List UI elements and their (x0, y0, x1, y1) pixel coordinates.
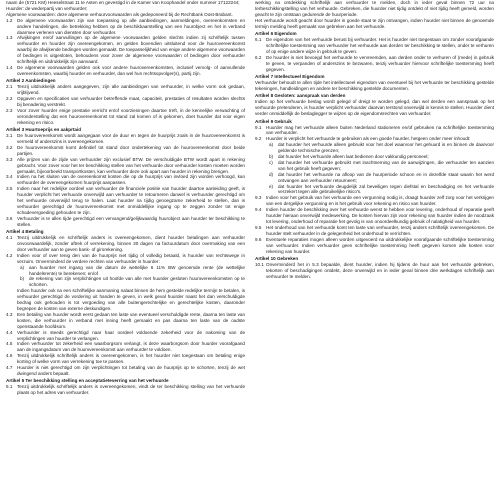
article-3-heading: Artikel 3 Huurtoeprijs en aakprtaid (6, 127, 82, 133)
article-9-heading: Artikel 9 Gebruik (255, 118, 292, 124)
clause-text: Indien na het sluiten van de overeenkomst kosten die op de huurprijs van invloed zijn worden verhoogd, kan verhuurder de overeengekomen huurprijs aanpassen. (17, 174, 245, 186)
clause-number: 9.1 (255, 124, 262, 130)
clause-text: Tenzij uitdrukkelijk anders aangegeven, zijn alle aanbiedingen van verhuurder, in welke vorm ook gedaan, vrijblijvend. (17, 84, 245, 96)
sub-clause-letter: d) (269, 171, 274, 177)
sub-clause-text: dat huurder het verhuurde gebruikt met inachtneming van de aanwijzingen, die verhuurder ten aanzien van het gebruik heeft gegeven; (278, 159, 494, 171)
clause-text: Huurder is verplicht het verhuurde te gebruiken als een goede huurder, hetgeen onder meer inhoudt: (266, 136, 471, 142)
clause-text: Huurder mag het verhuurde alleen buiten Nederland stationeren en/of gebruiken na schriftelijke toestemming van verhuurder. (266, 124, 494, 136)
clause-text: Tenzij uitdrukkelijk schriftelijk anders is overeengekomen, is het huurder niet toegestaan om betaling enige korting of welke vorm van verrekening toe te passen. (17, 353, 245, 365)
sub-clause (255, 184, 494, 196)
clause-text: Verhuurder is steeds gerechtigd naar haar oordeel voldoende zekerheid voor de nakoming van de verplichtingen van huurder te verlangen. (17, 329, 245, 341)
clause (6, 235, 245, 253)
clause-text: Opgaven en specificaties van verhuurder betreffende maat, capaciteit, prestaties of resultaten worden slechts bij benadering verstrekt. (17, 96, 245, 107)
clause-number: 3.1 (6, 133, 13, 139)
clause (6, 288, 245, 312)
clause-text: Een betaling van huurder wordt eerst gedaan ten laste van eventueel verschuldigde rente, daarna ten laste van kosten, die verhuurder in verband met inning heeft gemaakt en pas daarna ten laste van de oudste openstaande hoofdsom. (17, 311, 245, 329)
clause (6, 18, 245, 36)
clause-text: Indien op het verhuurde beslag wordt gelegd of dreigt te worden gelegd, dan wel derden een aanspraak op het verhuurde pretenderen, is huurder verplicht verhuurder daarvan terstond onverwijld in kennis te stellen. Huurder dient verder onmiddellijk de beslaglegger te wijzen op de eigendomsrechten van verhuurder. (255, 99, 494, 117)
clause-text: Onverminderd het in 5.3 bepaalde, dient huurder, indien hij tijdens de huur aan het verhuurde gebreken, tekorten of beschadigingen ontdekt, deze onverwijld en in ieder geval binnen drie werkdagen schriftelijk aan verhuurder te melden. (266, 261, 494, 279)
clause (6, 353, 245, 365)
sub-clause-text: de rekening van zijn verplichtingen uit hoofde van alle met huurder gesloten huurovereenkomsten op te schorten. (29, 276, 245, 288)
clause (6, 145, 245, 157)
sub-clause (255, 160, 494, 172)
clause-number: 9.4 (255, 207, 262, 213)
sub-clause-text: dat huurder het verhuurde deugdelijk zal beveiligen tegen diefstal en beschadiging en het verhuurde verzekert tegen alle gebruikelijke risico's. (278, 183, 494, 195)
article-1-list (6, 18, 245, 77)
clause-number: 2.2 (6, 96, 13, 102)
clause-number: 9.5 (255, 224, 262, 230)
clause-number: 10.1 (255, 261, 264, 267)
clause-number: 1.2 (6, 17, 13, 23)
clause-text: Indien naar het redelijke oordeel van verhuurder de financiele positie van huurder daartoe aanleiding geeft, is huurder verplicht het verhuurde onverwijld aan verhuurder te retourneren danwel is verhuurder gerechtigd om het verhuurde onverwijld terug te halen. Laat huurder na tijdig genoegzame zekerheid te stellen, dan is verhuurder gerechtigd de huurovereenkomst met onmiddellijke ingang op te zeggen zonder tot enige schadevergoeding gehouden te zijn. (17, 186, 245, 215)
clause-text: Eventuele reparaties mogen alleen worden uitgevoerd na uitdrukkelijke voorafgaande schriftelijke toestemming van verhuurder. Indien verhuurder geen schriftelijke toestemming heeft gegeven komen alle kosten voor rekening van huurder. (266, 236, 494, 254)
sub-clause-letter: c) (269, 159, 273, 165)
clause-number: 2.3 (6, 107, 13, 113)
sub-clause (255, 142, 494, 154)
clause-text: De eigendom van het verhuurde berust bij verhuurder. Het is huurder niet toegestaan om zonder voorafgaande schriftelijke toestemming van verhuurder het verhuurde aan derden ter beschikking te stellen, onder te verhuren of op enige andere wijze in gebruik te geven. (266, 37, 494, 54)
clause-number: 3.3 (6, 156, 13, 162)
sub-clause-text: dat huurder het verhuurde alleen laat bedienen door vakkundig personeel; (278, 154, 429, 160)
clause (6, 133, 245, 145)
intro-line: Algemene voorwaarden: deze algemene verhuurvoorwaarden als gedeponeerd bij de Rechtbank Oost-Brabant. (6, 11, 233, 17)
clause (6, 312, 245, 330)
clause-text: Tenzij uitdrukkelijk schriftelijk anders is overeengekomen, vindt de ter beschikking stelling van het verhuurde plaats op het adres van verhuurder. (17, 384, 245, 396)
clause-text: Het onderhoud van het verhuurde komt ten laste van verhuurder, tenzij anders schriftelijk overeengekomen. De huurder stelt verhuurder in de gelegenheid het onderhoud te verrichten. (266, 224, 494, 236)
sub-clause-letter: a) (269, 142, 274, 148)
intro-list (6, 0, 245, 18)
clause-number: 5.1 (6, 384, 13, 390)
clause-text: Verhuurder is te allen tijde gerechtigd een vervangend/gelijkwaardig huurobject aan huurder ter beschikking te stellen. (17, 215, 245, 227)
article-10-heading: Artikel 10 Gebreken (255, 256, 299, 262)
clause (6, 384, 245, 396)
article-5-heading: Artikel 5 Ter beschikking stelling en acceptatieteverring van het verhuurde (6, 378, 169, 384)
clause (6, 84, 245, 96)
clause-number: 4.4 (6, 329, 13, 335)
clause-number: 9.6 (255, 236, 262, 242)
sub-clause (6, 276, 245, 288)
clause-number: 3.2 (6, 144, 13, 150)
clause (6, 186, 245, 216)
clause-text: Indien huurder ook na een schriftelijke aanmaning nalaat binnen de hem gestelde redelijke termijn te betalen, is verhuurder gerechtigd de vordering uit handen te geven, in welk geval huurder naast het dan verschuldigde bedrag ook gehouden is tot vergoeding van alle buitengerechtelijke en gerechtelijke kosten, daaronder begrepen de kosten van externe deskundigen. (17, 288, 245, 311)
clause-number: 1.4 (6, 64, 13, 70)
clause-text: Afwijkingen en/of aanvullingen op de algemene voorwaarden gelden slechts indien zij schriftelijk tussen verhuurder en huurder zijn overeengekomen, en gelden bovendien uitsluitend voor de huurovereenkomst waarbij de afwijkende bedingen worden gemaakt. De toepasselijkheid van enige andere algemene voorwaarden of bedingen is uitgesloten, behoudens voor zover de algemene voorwaarden of bedingen door verhuurder schriftelijk en uitdrukkelijk zijn aanvaard. (17, 35, 245, 65)
sub-clause (255, 172, 494, 184)
clause-number: 2.1 (6, 84, 13, 90)
intro-line: Het verhuurde wordt geacht door huurder in goede staat te zijn ontvangen, indien huurder niet binnen de genoemde termijn melding heeft gemaakt van gebreken aan het verhuurde. (255, 17, 494, 29)
clause (6, 35, 245, 65)
intro-line: Huurder: de wederpartij van verhuurder; (6, 5, 88, 11)
clause-number: 4.1 (6, 235, 13, 241)
clause (255, 262, 494, 280)
clause (255, 195, 494, 207)
clause-number: 3.5 (6, 186, 13, 192)
clause-text: De huurder is niet bevoegd het verhuurde te vervreemden, aan derden onder te verhuren of (mede) in gebruik te geven, te verpanden of anderszins te bezwaren, tenzij verhuurder hiervoor schriftelijke toestemming heeft gegeven. (266, 54, 494, 72)
clause (6, 157, 245, 175)
clause-number: 4.7 (6, 365, 13, 371)
clause (255, 55, 494, 73)
clause-number: 6.1 (255, 37, 262, 43)
clause-text: Alle prijzen van de zijde van verhuurder zijn exclusief BTW. De verschuldigde BTW wordt apart in rekening gebracht. Voor zover voor het ter beschikking stellen van het verhuurde door verhuurder kosten moeten worden gemaakt, bijvoorbeeld transportkosten, kan verhuurder deze ook apart aan huurder in rekening brengen. (17, 156, 245, 174)
clause-number: 4.2 (6, 252, 13, 258)
clause-text: De huurovereenkomst komt definitief tot stand door ondertekening van de huurovereenkomst door beide partijen. (17, 144, 245, 156)
clause-number: 1.3 (6, 35, 13, 41)
clause (6, 96, 245, 108)
clause-text: De algemene voorwaarden gelden ook voor andere huurovereenkomsten, inclusief vervolg- of aanvullende overeenkomsten, waarbij huurder en verhuurder, dan wel hun rechtsopvolger(s), partij zijn. (17, 64, 245, 76)
clause-text: De huurovereenkomst wordt aangegaan voor de duur en tegen de huurprijs zoals in de huurovereenkomst is vermeld of anderszins is overeengekomen. (17, 133, 245, 145)
clause-number: 3.6 (6, 215, 13, 221)
sub-clause-letter: b) (269, 154, 274, 160)
clause-text: Huurder is niet gerechtigd om zijn verplichtingen tot betaling van de huurprijs op te schorten, tenzij de wet dwingend anders bepaalt. (17, 365, 245, 376)
clause-text: Indien voor het gebruik van het verhuurde een vergunning nodig is, draagt huurder zelf zorg voor het verkrijgen van een dergelijke vergunning en is het gebruik voor rekening en risico van huurder. (266, 195, 494, 207)
clause-number: 9.3 (255, 195, 262, 201)
clause-number: 4.5 (6, 341, 13, 347)
right-column (255, 0, 494, 500)
clause-text: Indien voor of over tenig den van de huurprijs niet tijdig of volledig betaald, is huurder van rechtswege in verzuim. Onverminderd de verdere rechten van verhuurder is huurder: (17, 252, 245, 264)
clause (6, 65, 245, 77)
clause (6, 253, 245, 265)
clause-number: 3.4 (6, 174, 13, 180)
clause (255, 37, 494, 55)
clause-text: Verhuurder behoudt te allen tijde het intellectueel eigendom van eventueel bij het verhuurde ter beschikking gestelde tekeningen, handleidingen en andere ter beschikking gestelde documenten. (255, 79, 494, 91)
clause-text: Indien verhuurder tot zekerheid een waarborgsom verlangt, is deze waarborgsom door huurder voorafgaand aan de ingangsdatum van de huurovereenkomst aan verhuurder te voldoen. (17, 341, 245, 353)
clause-text: Tenzij uitdrukkelijk en schriftelijk anders is overeengekomen, dient huurder betalingen aan verhuurder onvoorwaardelijk, zonder aftrek of verrekening, binnen 30 dagen na factuurdatum door overmaking van een door verhuurder aan te geven bank- of girorekening. (17, 235, 245, 252)
clause (6, 365, 245, 377)
sub-clause (6, 265, 245, 277)
left-column (6, 0, 245, 500)
clause (6, 108, 245, 126)
article-4-heading: Artikel 4 Betaling (6, 229, 44, 235)
clause-text: Indien huurder de beschikking over het verhuurde wenst te hebben voor levering, onderhoud of reparatie geeft huurder hieraan onverwijld medewerking. De kosten hiervan zijn voor rekening van huurder indien de noodzaak tot levering, onderhoud of reparatie het gevolg is van onoordeelkundig gebruik of nalatigheid van huurder. (266, 207, 494, 224)
sub-clause-text: dat huurder het verhuurde na afloop van de huurperiode schoon en in dezelfde staat waarin het werd ontvangen aan verhuurder retourneert; (278, 171, 494, 183)
sub-clause-letter: b) (20, 276, 25, 282)
clause-number: 4.3 (6, 311, 13, 317)
clause (6, 341, 245, 353)
clause (6, 330, 245, 342)
intro-line: werking na ontdekking schriftelijk aan verhuurder te melden, doch in ieder geval binnen 72 uur na terbeschikkingstelling van het verhuurde. Gebreken, die huurder niet tijdig ontdekt of niet tijdig heeft gemeld, worden geacht te zijn ontstaan gedurende de huurperiode. (255, 0, 494, 17)
clause (255, 237, 494, 255)
clause-number (6, 288, 17, 312)
sub-clause-letter: e) (269, 183, 274, 189)
article-7-heading: Artikel 7 Intellectueel Eigendom (255, 74, 325, 80)
intro-line: naam de (5721 KM) Heeselstraat 11 te Asten en gevestigd in de Kamer van Koophandel onder nummer 17122244; (6, 0, 240, 5)
sub-clause-letter: a) (20, 264, 25, 270)
clause-number: 4.6 (6, 353, 13, 359)
sub-clause-text: aan huurder met ingang van die datum de wettelijke 6 11% BW genoemde rente (de wettelijke handelsrente) te berekenen; en/of (29, 264, 245, 276)
clause (6, 174, 245, 186)
article-2-heading: Artikel 2 Aanbiedingen (6, 78, 56, 84)
clause (255, 225, 494, 237)
clause-number: 9.2 (255, 136, 262, 142)
sub-clause-text: dat huurder het verhuurde alleen gebruikt voor het doel waarvoor het gehuurd is en binnen de daarvoor geldende technische grenzen; (278, 142, 494, 154)
article-8-heading: Artikel 8 Gesloten: aanspraak van derden (255, 93, 346, 99)
clause-text: De algemene voorwaarden zijn van toepassing op alle aanbiedingen, aanmeldingen, overeenkomsten en andere handelingen, die betrekking hebben op de beschikbaarstelling van een huurobject en het in verband daarmee verlenen van diensten door verhuurder. (17, 17, 245, 35)
clause (6, 216, 245, 228)
clause (255, 125, 494, 137)
article-6-heading: Artikel 6 Eigendom (255, 31, 297, 37)
clause-text: Voor zover huurder enige prestatie verricht en/of voorzieningen daartoe treft, in de kennelijke verwachting of veronderstelling dat een huurovereenkomst tot stand zal komen of is gekomen, doet huurder dat voor eigen rekening en risico. (17, 107, 245, 125)
clause (255, 207, 494, 225)
clause-number: 6.2 (255, 54, 262, 60)
